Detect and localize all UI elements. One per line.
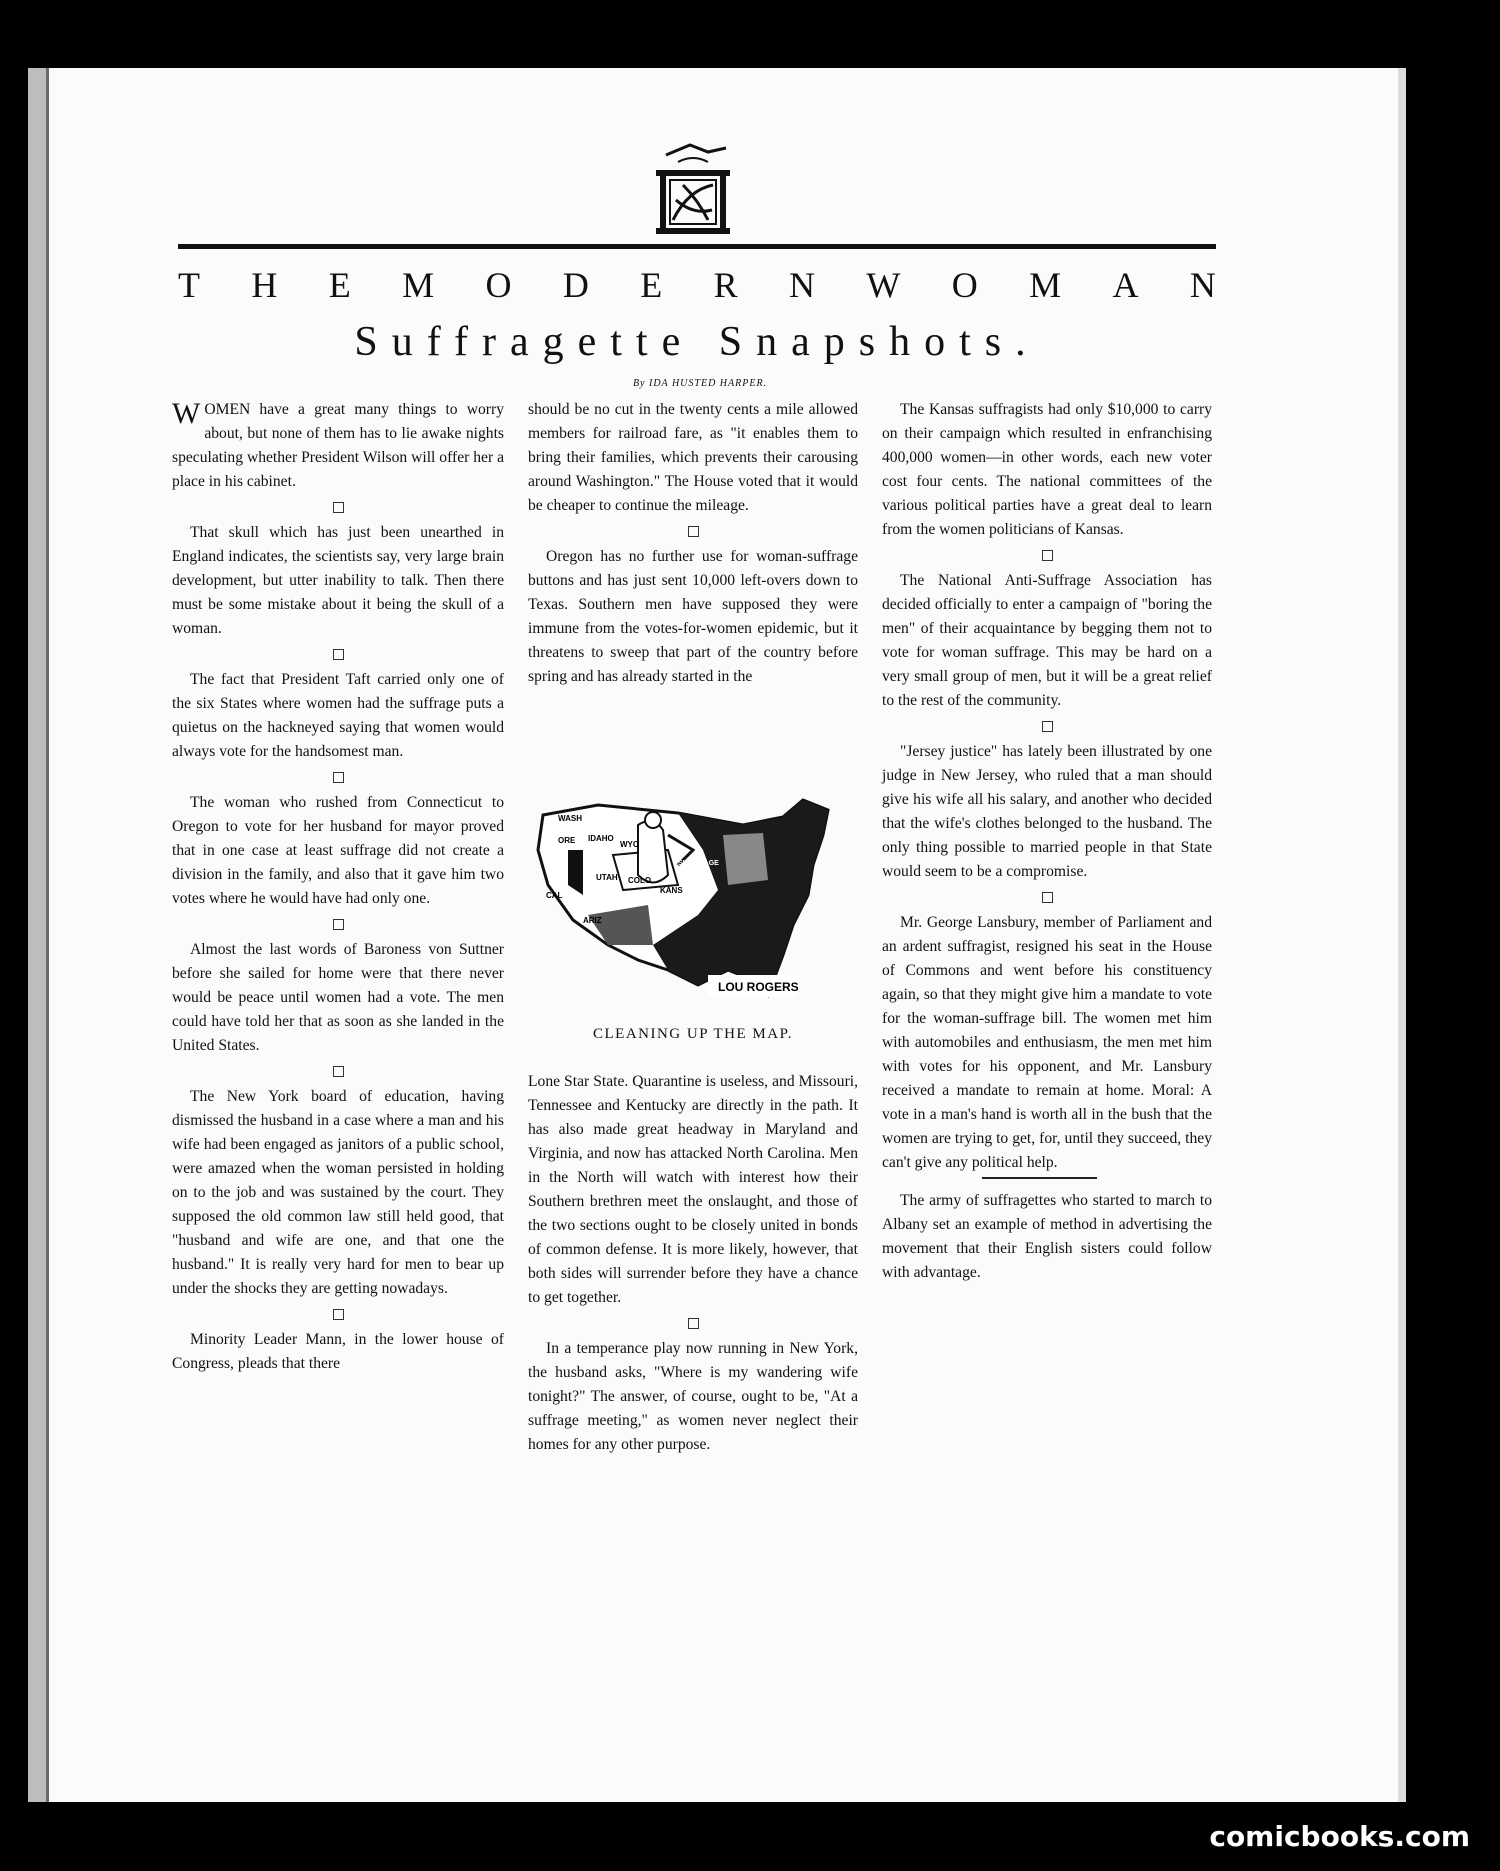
article-title: Suffragette Snapshots. [354, 319, 1040, 365]
separator-box-icon [333, 1309, 344, 1320]
separator-box-icon [688, 1318, 699, 1329]
masthead-letter: M [402, 265, 435, 305]
suffrage-map-cartoon [528, 795, 858, 1010]
paragraph: should be no cut in the twenty cents a mile allowed members for railroad fare, as "it enables them to bring their families, which prevents their carousing around Washington." The House voted that it would be cheaper to continue the mileage. [528, 401, 858, 514]
masthead-letter: E [640, 265, 663, 305]
map-caption: CLEANING UP THE MAP. [592, 1026, 793, 1042]
masthead-letter: H [251, 265, 278, 305]
separator-box-icon [688, 526, 699, 537]
map-label: COLO [628, 876, 652, 885]
separator-box-icon [1042, 550, 1053, 561]
paragraph-text: OMEN have a great many things to worry about, but none of them has to lie awake nights speculating whether President Wilson will offer her a place in his cabinet. [172, 401, 504, 490]
separator-box-icon [333, 502, 344, 513]
paragraph: Lone Star State. Quarantine is useless, and Missouri, Tennessee and Kentucky are directly in the path. It has also made great headway in Maryland and Virginia, and now has attacked North Carolina. Men in the North will watch with interest how their Southern brethren meet the onslaught, and those of the two sections ought to be closely united in bonds of common defense. It is more likely, however, that both sides will surrender before they have a chance to get together. [528, 1073, 858, 1306]
masthead-letter: O [485, 265, 512, 305]
paragraph: The National Anti-Suffrage Association has decided officially to enter a campaign of "boring the men" of their acquaintance by begging them not to vote for woman suffrage. This may be hard on a very small group of men, but it will be a great relief to the rest of the community. [882, 572, 1212, 709]
drop-cap: W [172, 397, 201, 430]
paragraph: The Kansas suffragists had only $10,000 to carry on their campaign which resulted in enfranchising 400,000 women—in other words, each new voter cost four cents. The national committees of the various political parties have a great deal to learn from the women politicians of Kansas. [882, 401, 1212, 538]
paragraph: In a temperance play now running in New York, the husband asks, "Where is my wandering wife tonight?" The answer, of course, ought to be, "At a suffrage meeting," as women never neglect their homes for any other purpose. [528, 1340, 858, 1453]
masthead-letter: R [713, 265, 738, 305]
masthead-letter: T [178, 265, 200, 305]
separator-box-icon [333, 772, 344, 783]
gutter-line [46, 68, 49, 1802]
masthead-letter: W [866, 265, 901, 305]
map-label: WYO [620, 840, 640, 849]
artist-signature: LOU ROGERS [718, 980, 799, 994]
separator-box-icon [333, 919, 344, 930]
paragraph: Almost the last words of Baroness von Suttner before she sailed for home were that there never would be peace until women had a vote. The men could have told her that as soon as she landed in the United States. [172, 941, 504, 1054]
paragraph: The fact that President Taft carried only one of the six States where women had the suffrage puts a quietus on the hackneyed saying that women would always vote for the handsomest man. [172, 671, 504, 760]
masthead-letter: N [789, 265, 816, 305]
header-rule [178, 244, 1216, 249]
separator-box-icon [1042, 892, 1053, 903]
paragraph: The army of suffragettes who started to march to Albany set an example of method in advertising the movement that their English sisters could follow with advantage. [882, 1191, 1212, 1281]
masthead-title [178, 258, 1216, 312]
text-column-2-bottom [528, 1070, 858, 1457]
map-label: ARIZ [583, 916, 602, 925]
article-byline: By IDA HUSTED HARPER. [632, 378, 768, 389]
masthead-letter: M [1029, 265, 1062, 305]
map-label: UTAH [596, 873, 618, 882]
paragraph: That skull which has just been unearthed in England indicates, the scientists say, very large brain development, but utter inability to talk. Then there must be some mistake about it being the skull of a woman. [172, 524, 504, 637]
paragraph: The woman who rushed from Connecticut to Oregon to vote for her husband for mayor proved that in one case at least suffrage did not create a division in the family, and also that it gave him two votes where he would have had only one. [172, 794, 504, 907]
text-column-3 [882, 398, 1212, 1285]
separator-box-icon [333, 1066, 344, 1077]
masthead-letter: O [951, 265, 978, 305]
paragraph: Minority Leader Mann, in the lower house of Congress, pleads that there [172, 1331, 504, 1372]
map-label: SUF-FRAGE [678, 860, 719, 867]
section-rule [982, 1177, 1097, 1179]
separator-box-icon [333, 649, 344, 660]
map-label: IDAHO [588, 834, 614, 843]
paragraph: The New York board of education, having dismissed the husband in a case where a man and his wife had been engaged as janitors of a public school, were amazed when the woman persisted in holding on to the job and was sustained by the court. They supposed the old common law still held good, that "husband and wife are one, and that one the husband." It is really very hard for men to bear up under the shocks they are getting nowadays. [172, 1088, 504, 1297]
paragraph: "Jersey justice" has lately been illustrated by one judge in New Jersey, who ruled that a man should give his wife all his salary, and another who decided that the wife's clothes belonged to the husband. The only thing possible to married people in that State would seem to be a compromise. [882, 743, 1212, 880]
masthead-letter: N [1189, 265, 1216, 305]
page-edge [1398, 68, 1406, 1802]
separator-box-icon [1042, 721, 1053, 732]
paragraph: Mr. George Lansbury, member of Parliament and an ardent suffragist, resigned his seat in the House of Commons and went before his constituency again, so that they might give him a mandate to vote for the woman-suffrage bill. The women met him with automobiles and enthusiasm, the men met him with votes for his opponent, and Mr. Lansbury received a mandate to remain at home. Moral: A vote in a man's hand is worth all in the bush that the women are trying to get, for, until they succeed, they can't give any political help. [882, 914, 1212, 1171]
header-ornament-illustration [638, 140, 748, 240]
masthead-letter: E [328, 265, 351, 305]
masthead-letter: D [562, 265, 589, 305]
watermark-text: comicbooks.com [1209, 1820, 1470, 1853]
map-label: KANS [660, 886, 683, 895]
masthead-letter: A [1112, 265, 1139, 305]
text-column-2-top [528, 398, 858, 689]
map-label: ORE [558, 836, 576, 845]
text-column-1 [172, 398, 504, 1376]
paragraph [172, 398, 504, 494]
paragraph: Oregon has no further use for woman-suffrage buttons and has just sent 10,000 left-overs down to Texas. Southern men have supposed they were immune from the votes-for-women epidemic, but it threatens to sweep that part of the country before spring and has already started in the [528, 548, 858, 685]
map-label: WASH [558, 814, 582, 823]
map-label: CAL [546, 891, 563, 900]
book-spine [28, 68, 46, 1802]
